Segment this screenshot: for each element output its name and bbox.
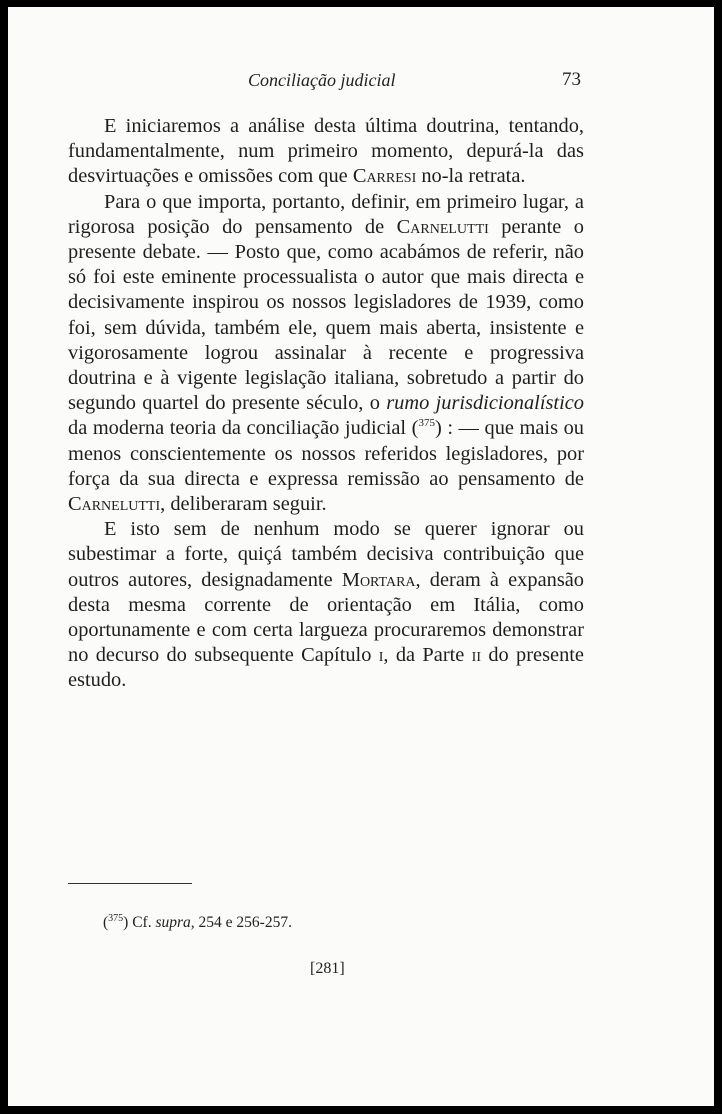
text-segment: E isto sem de nenhum modo se querer ignorar ou subestimar a forte, quiçá também decisiva contribuição que outros autores, designadamente bbox=[68, 518, 584, 591]
author-name: ii bbox=[471, 644, 481, 667]
footnote: ($^{375}$) Cf. supra, 254 e 256-257. bbox=[103, 913, 292, 932]
body-text bbox=[68, 114, 584, 694]
text-segment: , deram à expansão desta mesma corrente de orientação em Itália, como oportunamente e com certa largueza procuraremos demonstrar no decurso do subsequente Capítulo bbox=[68, 568, 584, 667]
text-segment: do presente estudo. bbox=[68, 644, 584, 692]
page-number: 73 bbox=[562, 69, 581, 90]
text-segment: no-la retrata. bbox=[416, 165, 526, 188]
footnote-number: 375 bbox=[108, 913, 124, 924]
paragraph bbox=[68, 114, 584, 190]
text-segment: da moderna teoria da conciliação judicial ( bbox=[68, 417, 419, 440]
footnote-separator bbox=[68, 883, 192, 884]
book-page bbox=[8, 7, 714, 1106]
text-segment: perante o presente debate. — Posto que, como acabámos de referir, não só foi este eminente processualista o autor que mais directa e decisivamente inspirou os nossos legisladores de 1939, como foi, sem dúvida, também ele, quem mais aberta, insistente e vigorosamente logrou assinalar à recente e progressiva doutrina e à vigente legislação italiana, sobretudo a partir do segundo quartel do presente século, o bbox=[68, 215, 584, 415]
text-segment: , da Parte bbox=[383, 644, 472, 667]
text-segment: ) : — que mais ou menos conscientemente os nossos referidos legisladores, por força da sua directa e expressa remissão ao pensamento de bbox=[68, 417, 584, 490]
footnote-reference: 375 bbox=[418, 417, 435, 430]
text-segment: Para o que importa, portanto, definir, em primeiro lugar, a rigorosa posição do pensamento de bbox=[68, 190, 584, 238]
footnote-prefix: Cf. bbox=[132, 914, 156, 932]
paragraph bbox=[68, 190, 584, 518]
author-name: Carresi bbox=[352, 165, 417, 188]
footnote-rest: 254 e 256-257. bbox=[194, 914, 292, 932]
author-name: Carnelutti bbox=[68, 493, 161, 516]
author-name: Mortara bbox=[341, 568, 416, 591]
text-segment: E iniciaremos a análise desta última doutrina, tentando, fundamentalmente, num primeiro momento, depurá-la das desvirtuações e omissões com que bbox=[68, 115, 584, 188]
printed-page-number: [281] bbox=[310, 960, 345, 977]
running-title: Conciliação judicial bbox=[248, 70, 396, 90]
paragraph bbox=[68, 517, 584, 693]
footnote-ref: supra, bbox=[155, 914, 195, 932]
text-segment: rumo jurisdicionalístico bbox=[386, 392, 584, 415]
author-name: Carnelutti bbox=[396, 215, 489, 238]
author-name: i bbox=[378, 644, 384, 667]
text-segment: , deliberaram seguir. bbox=[160, 493, 327, 516]
